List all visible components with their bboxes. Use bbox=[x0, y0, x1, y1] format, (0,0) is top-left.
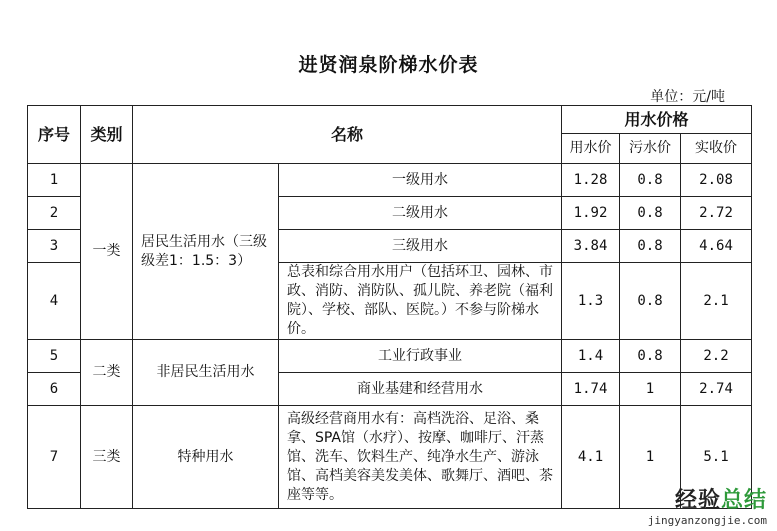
row-sewage-price: 1 bbox=[620, 373, 681, 406]
row-water-price: 3.84 bbox=[562, 230, 620, 263]
row-water-price: 4.1 bbox=[562, 406, 620, 509]
category-2-name: 非居民生活用水 bbox=[133, 340, 279, 406]
category-2: 二类 bbox=[81, 340, 133, 406]
row-item: 商业基建和经营用水 bbox=[279, 373, 562, 406]
watermark bbox=[648, 483, 767, 527]
row-item: 一级用水 bbox=[279, 164, 562, 197]
unit-label: 单位：元/吨 bbox=[650, 89, 725, 105]
header-water-price: 用水价 bbox=[562, 134, 620, 164]
row-sewage-price: 1 bbox=[620, 406, 681, 509]
table-row bbox=[28, 406, 752, 509]
row-item: 高级经营商用水有：高档洗浴、足浴、桑拿、SPA馆（水疗）、按摩、咖啡厅、汗蒸馆、洗车、饮料生产、纯净水生产、游泳馆、高档美容美发美体、歌舞厅、酒吧、茶座等等。 bbox=[279, 406, 562, 509]
category-1-name: 居民生活用水（三级级差1：1.5：3） bbox=[133, 164, 279, 340]
watermark-logo bbox=[648, 483, 767, 514]
table-row bbox=[28, 340, 752, 373]
row-actual-price: 2.1 bbox=[681, 263, 752, 340]
row-actual-price: 4.64 bbox=[681, 230, 752, 263]
row-seq: 1 bbox=[28, 164, 81, 197]
row-sewage-price: 0.8 bbox=[620, 340, 681, 373]
header-row-1 bbox=[28, 106, 752, 134]
row-sewage-price: 0.8 bbox=[620, 263, 681, 340]
category-3-name: 特种用水 bbox=[133, 406, 279, 509]
header-seq: 序号 bbox=[28, 106, 81, 164]
water-price-table bbox=[27, 105, 752, 509]
category-3: 三类 bbox=[81, 406, 133, 509]
header-category: 类别 bbox=[81, 106, 133, 164]
row-actual-price: 5.1 bbox=[681, 406, 752, 509]
row-item: 三级用水 bbox=[279, 230, 562, 263]
row-actual-price: 2.74 bbox=[681, 373, 752, 406]
row-water-price: 1.28 bbox=[562, 164, 620, 197]
category-1: 一类 bbox=[81, 164, 133, 340]
row-actual-price: 2.2 bbox=[681, 340, 752, 373]
row-water-price: 1.74 bbox=[562, 373, 620, 406]
row-item: 工业行政事业 bbox=[279, 340, 562, 373]
row-actual-price: 2.72 bbox=[681, 197, 752, 230]
row-seq: 4 bbox=[28, 263, 81, 340]
row-water-price: 1.4 bbox=[562, 340, 620, 373]
row-water-price: 1.3 bbox=[562, 263, 620, 340]
row-item: 二级用水 bbox=[279, 197, 562, 230]
row-seq: 3 bbox=[28, 230, 81, 263]
page-title: 进贤润泉阶梯水价表 bbox=[298, 54, 479, 76]
header-price-group: 用水价格 bbox=[562, 106, 752, 134]
table-row bbox=[28, 164, 752, 197]
watermark-logo-a: 经验 bbox=[674, 488, 721, 513]
row-water-price: 1.92 bbox=[562, 197, 620, 230]
row-sewage-price: 0.8 bbox=[620, 197, 681, 230]
row-seq: 5 bbox=[28, 340, 81, 373]
row-item: 总表和综合用水用户（包括环卫、园林、市政、消防、消防队、孤儿院、养老院（福利院）、学校、部队、医院。）不参与阶梯水价。 bbox=[279, 263, 562, 340]
row-actual-price: 2.08 bbox=[681, 164, 752, 197]
row-seq: 7 bbox=[28, 406, 81, 509]
watermark-url: jingyanzongjie.com bbox=[647, 514, 767, 527]
header-actual-price: 实收价 bbox=[681, 134, 752, 164]
header-name: 名称 bbox=[133, 106, 562, 164]
watermark-logo-b: 总结 bbox=[720, 488, 767, 513]
row-seq: 6 bbox=[28, 373, 81, 406]
header-sewage-price: 污水价 bbox=[620, 134, 681, 164]
row-sewage-price: 0.8 bbox=[620, 164, 681, 197]
row-seq: 2 bbox=[28, 197, 81, 230]
row-sewage-price: 0.8 bbox=[620, 230, 681, 263]
